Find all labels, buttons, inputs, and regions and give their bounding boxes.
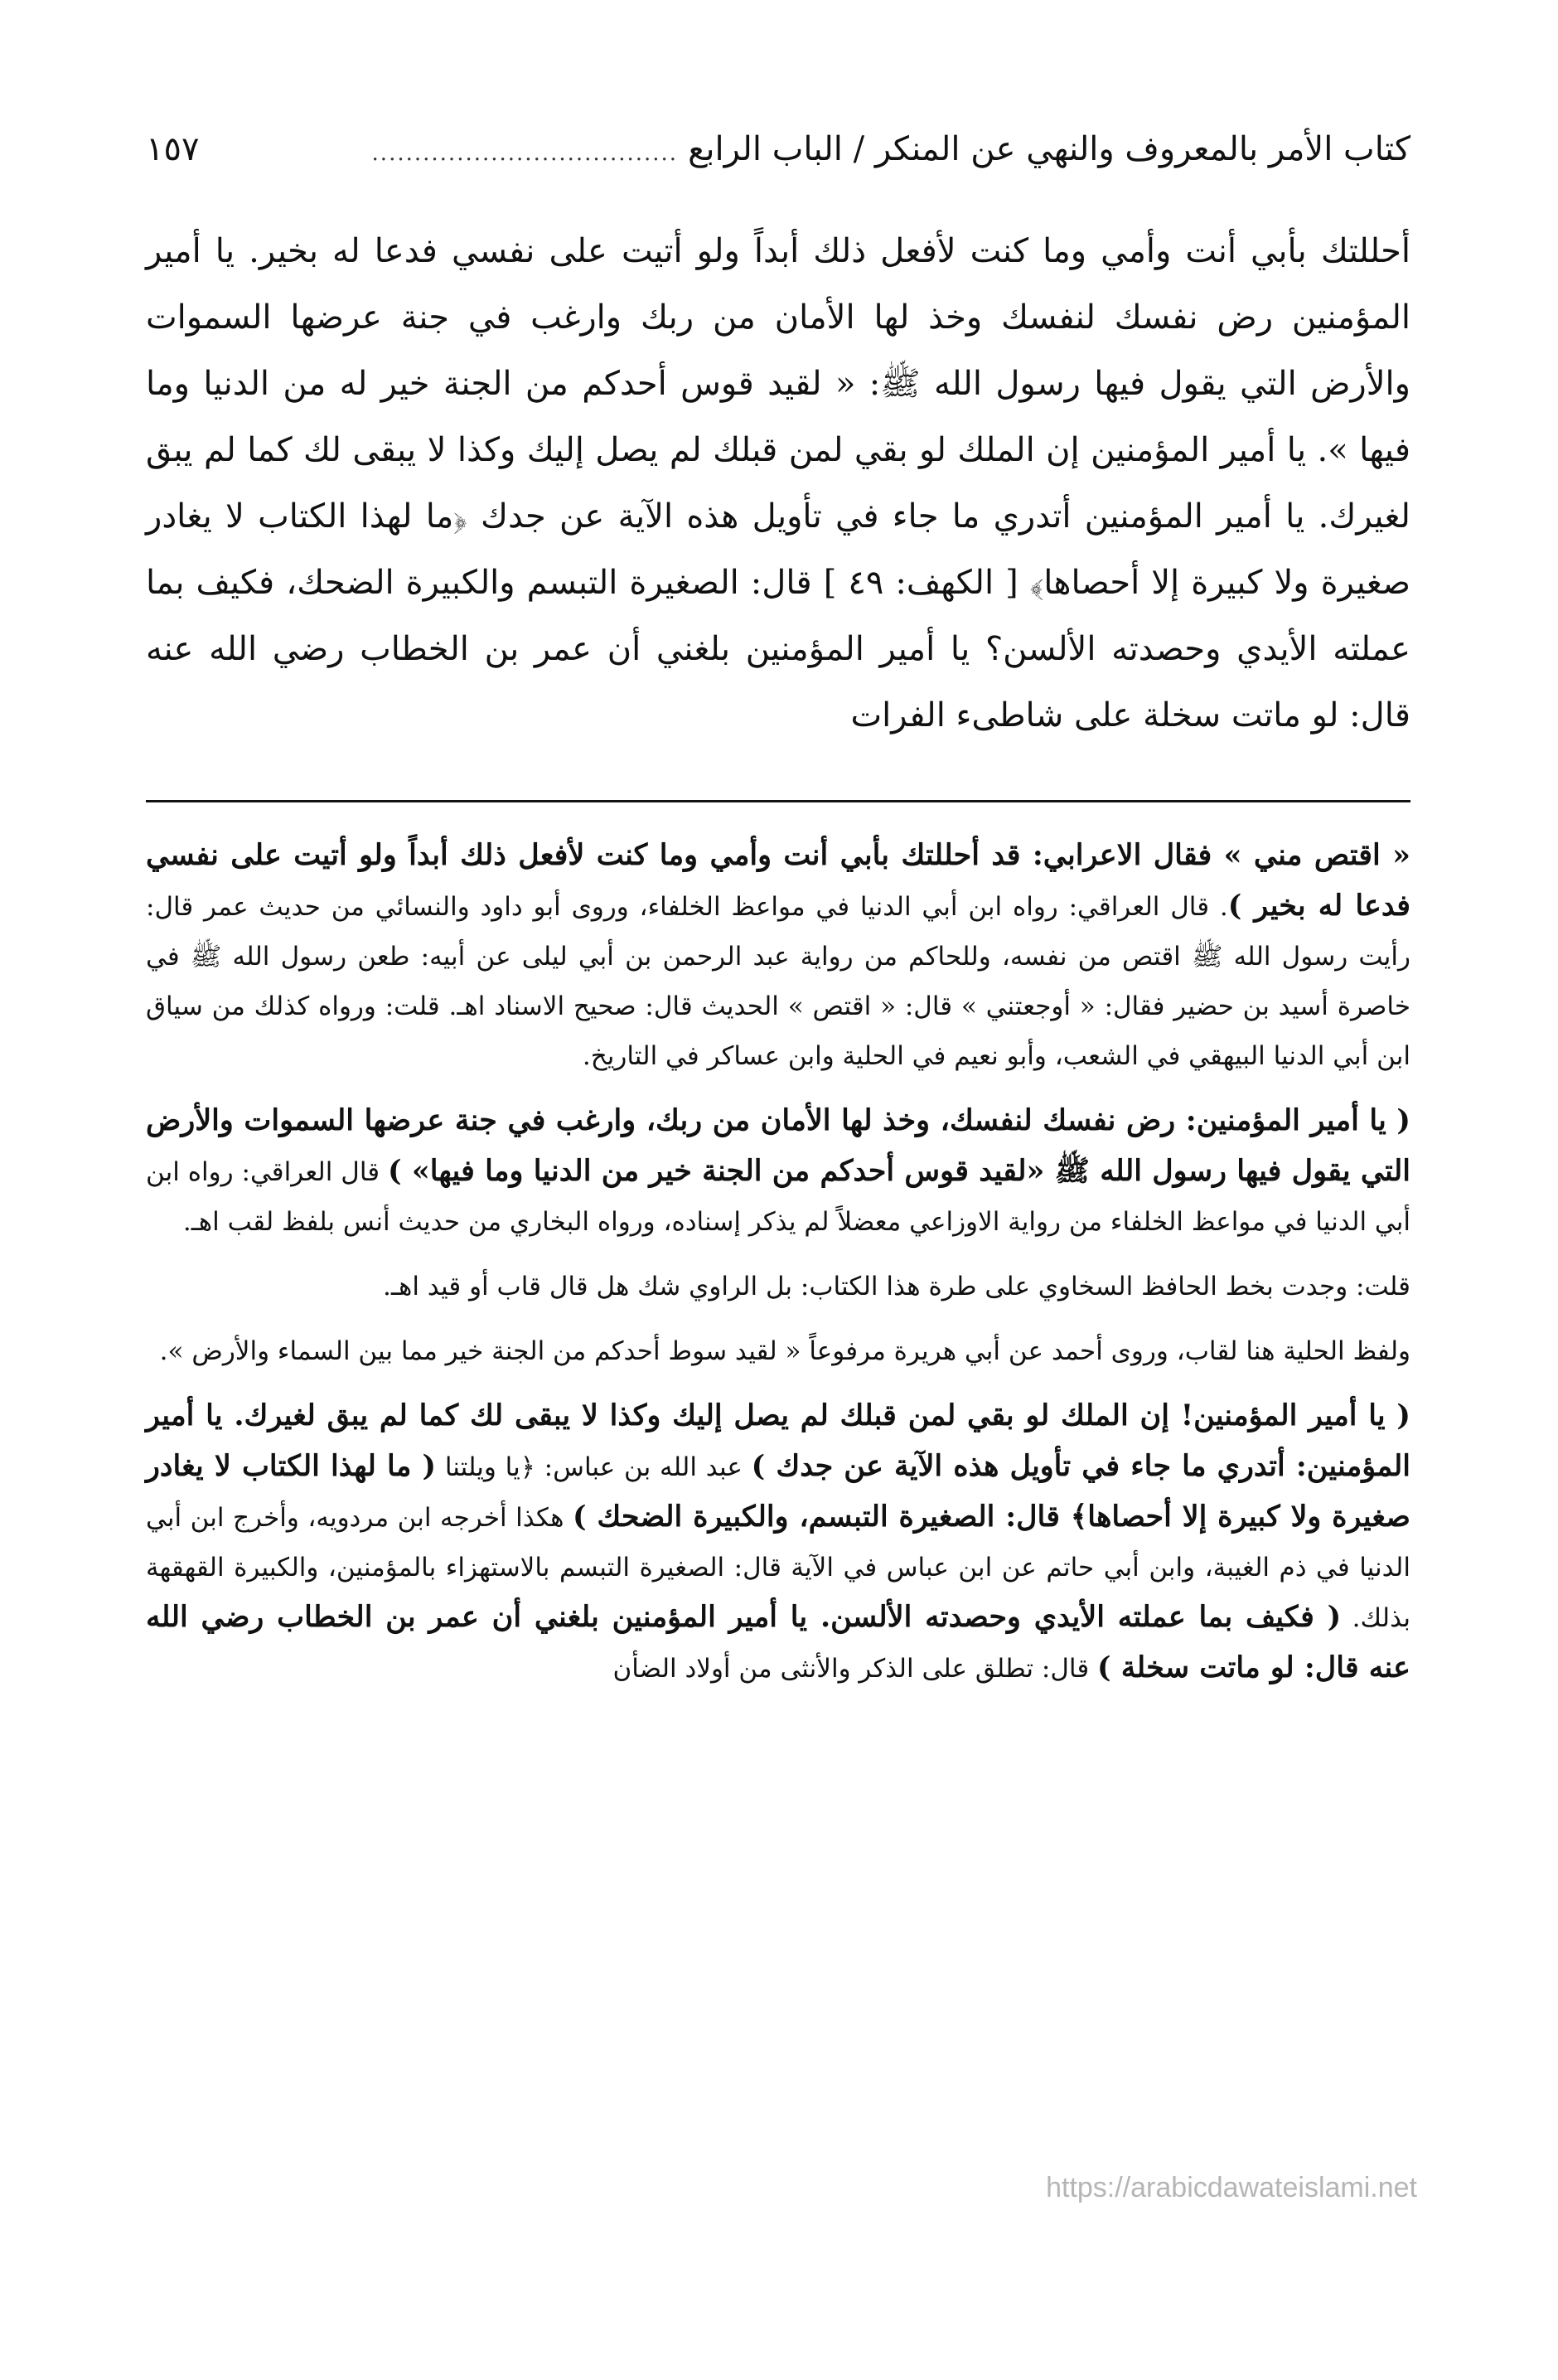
commentary-text: ولفظ الحلية هنا لقاب، وروى أحمد عن أبي هريرة مرفوعاً « لقيد سوط أحدكم من الجنة خير مما بين السماء والأرض ». bbox=[159, 1336, 1410, 1366]
footnote-separator bbox=[146, 800, 1410, 802]
commentary-paragraph-5 bbox=[146, 1391, 1410, 1694]
main-text bbox=[146, 218, 1410, 749]
quoted-text: « اقتص مني » فقال الاعرابي: قد أحللتك بأبي أنت وأمي وما كنت لأفعل ذلك أبداً ولو أتيت على نفسي فدعا له بخير ) bbox=[146, 838, 1410, 923]
commentary-paragraph-4 bbox=[146, 1326, 1410, 1376]
main-paragraph: أحللتك بأبي أنت وأمي وما كنت لأفعل ذلك أبداً ولو أتيت على نفسي فدعا له بخير. يا أمير المؤمنين رض نفسك لنفسك وخذ لها الأمان من ربك وارغب في جنة عرضها السموات والأرض التي يقول فيها رسول الله ﷺ: « لقيد قوس أحدكم من الجنة خير له من الدنيا وما فيها ». يا أمير المؤمنين إن الملك لو بقي لمن قبلك لم يصل إليك وكذا لا يبقى لك كما لم يبق لغيرك. يا أمير المؤمنين أتدري ما جاء في تأويل هذه الآية عن جدك ﴿ما لهذا الكتاب لا يغادر صغيرة ولا كبيرة إلا أحصاها﴾ [ الكهف: ٤٩ ] قال: الصغيرة التبسم والكبيرة الضحك، فكيف بما عملته الأيدي وحصدته الألسن؟ يا أمير المؤمنين بلغني أن عمر بن الخطاب رضي الله عنه قال: لو ماتت سخلة على شاطىء الفرات bbox=[146, 232, 1410, 734]
chapter-title: كتاب الأمر بالمعروف والنهي عن المنكر / الباب الرابع bbox=[688, 130, 1410, 168]
quoted-text: ( يا أمير المؤمنين: رض نفسك لنفسك، وخذ لها الأمان من ربك، وارغب في جنة عرضها السموات والأرض التي يقول فيها رسول الله ﷺ «لقيد قوس أحدكم من الجنة خير من الدنيا وما فيها» ) bbox=[146, 1103, 1410, 1188]
commentary-paragraph-3 bbox=[146, 1262, 1410, 1311]
watermark-url: https://arabicdawateislami.net bbox=[1046, 2172, 1417, 2203]
running-header bbox=[146, 124, 1410, 178]
quoted-text: ( فكيف بما عملته الأيدي وحصدته الألسن. يا أمير المؤمنين بلغني أن عمر بن الخطاب رضي الله عنه قال: لو ماتت سخلة ) bbox=[146, 1600, 1410, 1684]
commentary-text: هكذا أخرجه ابن مردويه، وأخرج ابن أبي الدنيا في ذم الغيبة، وابن أبي حاتم عن ابن عباس في الآية قال: الصغيرة التبسم بالاستهزاء بالمؤمنين، والكبيرة القهقهة بذلك. bbox=[146, 1503, 1410, 1633]
commentary bbox=[146, 831, 1410, 1694]
commentary-text: . قال العراقي: رواه ابن أبي الدنيا في مواعظ الخلفاء، وروى أبو داود والنسائي من حديث عمر قال: رأيت رسول الله ﷺ اقتص من نفسه، وللحاكم من رواية عبد الرحمن بن أبي ليلى عن أبيه: طعن رسول الله ﷺ في خاصرة أسيد بن حضير فقال: « أوجعتني » قال: « اقتص » الحديث قال: صحيح الاسناد اهـ. قلت: ورواه كذلك من سياق ابن أبي الدنيا البيهقي في الشعب، وأبو نعيم في الحلية وابن عساكر في التاريخ. bbox=[146, 892, 1410, 1071]
book-page bbox=[146, 124, 1410, 1709]
leader-dots: .................................... bbox=[371, 141, 679, 166]
commentary-paragraph-1 bbox=[146, 831, 1410, 1081]
commentary-text: قلت: وجدت بخط الحافظ السخاوي على طرة هذا الكتاب: بل الراوي شك هل قال قاب أو قيد اهـ. bbox=[383, 1272, 1410, 1301]
page-number: ١٥٧ bbox=[146, 130, 200, 168]
commentary-text: قال: تطلق على الذكر والأنثى من أولاد الضأن bbox=[612, 1654, 1098, 1684]
quoted-text: ( يا أمير المؤمنين! إن الملك لو بقي لمن قبلك لم يصل إليك وكذا لا يبقى لك كما لم يبق لغيرك. يا أمير المؤمنين: أتدري ما جاء في تأويل هذه الآية عن جدك ) bbox=[146, 1398, 1410, 1483]
commentary-text: عبد الله بن عباس: ﴿يا ويلتنا bbox=[436, 1452, 752, 1482]
commentary-text: قال العراقي: رواه ابن أبي الدنيا في مواعظ الخلفاء من رواية الاوزاعي معضلاً لم يذكر إسناده، ورواه البخاري من حديث أنس بلفظ لقب اهـ. bbox=[146, 1157, 1410, 1237]
commentary-paragraph-2 bbox=[146, 1096, 1410, 1247]
quoted-text: ( ما لهذا الكتاب لا يغادر صغيرة ولا كبيرة إلا أحصاها﴾ قال: الصغيرة التبسم، والكبيرة الضحك ) bbox=[146, 1449, 1410, 1534]
